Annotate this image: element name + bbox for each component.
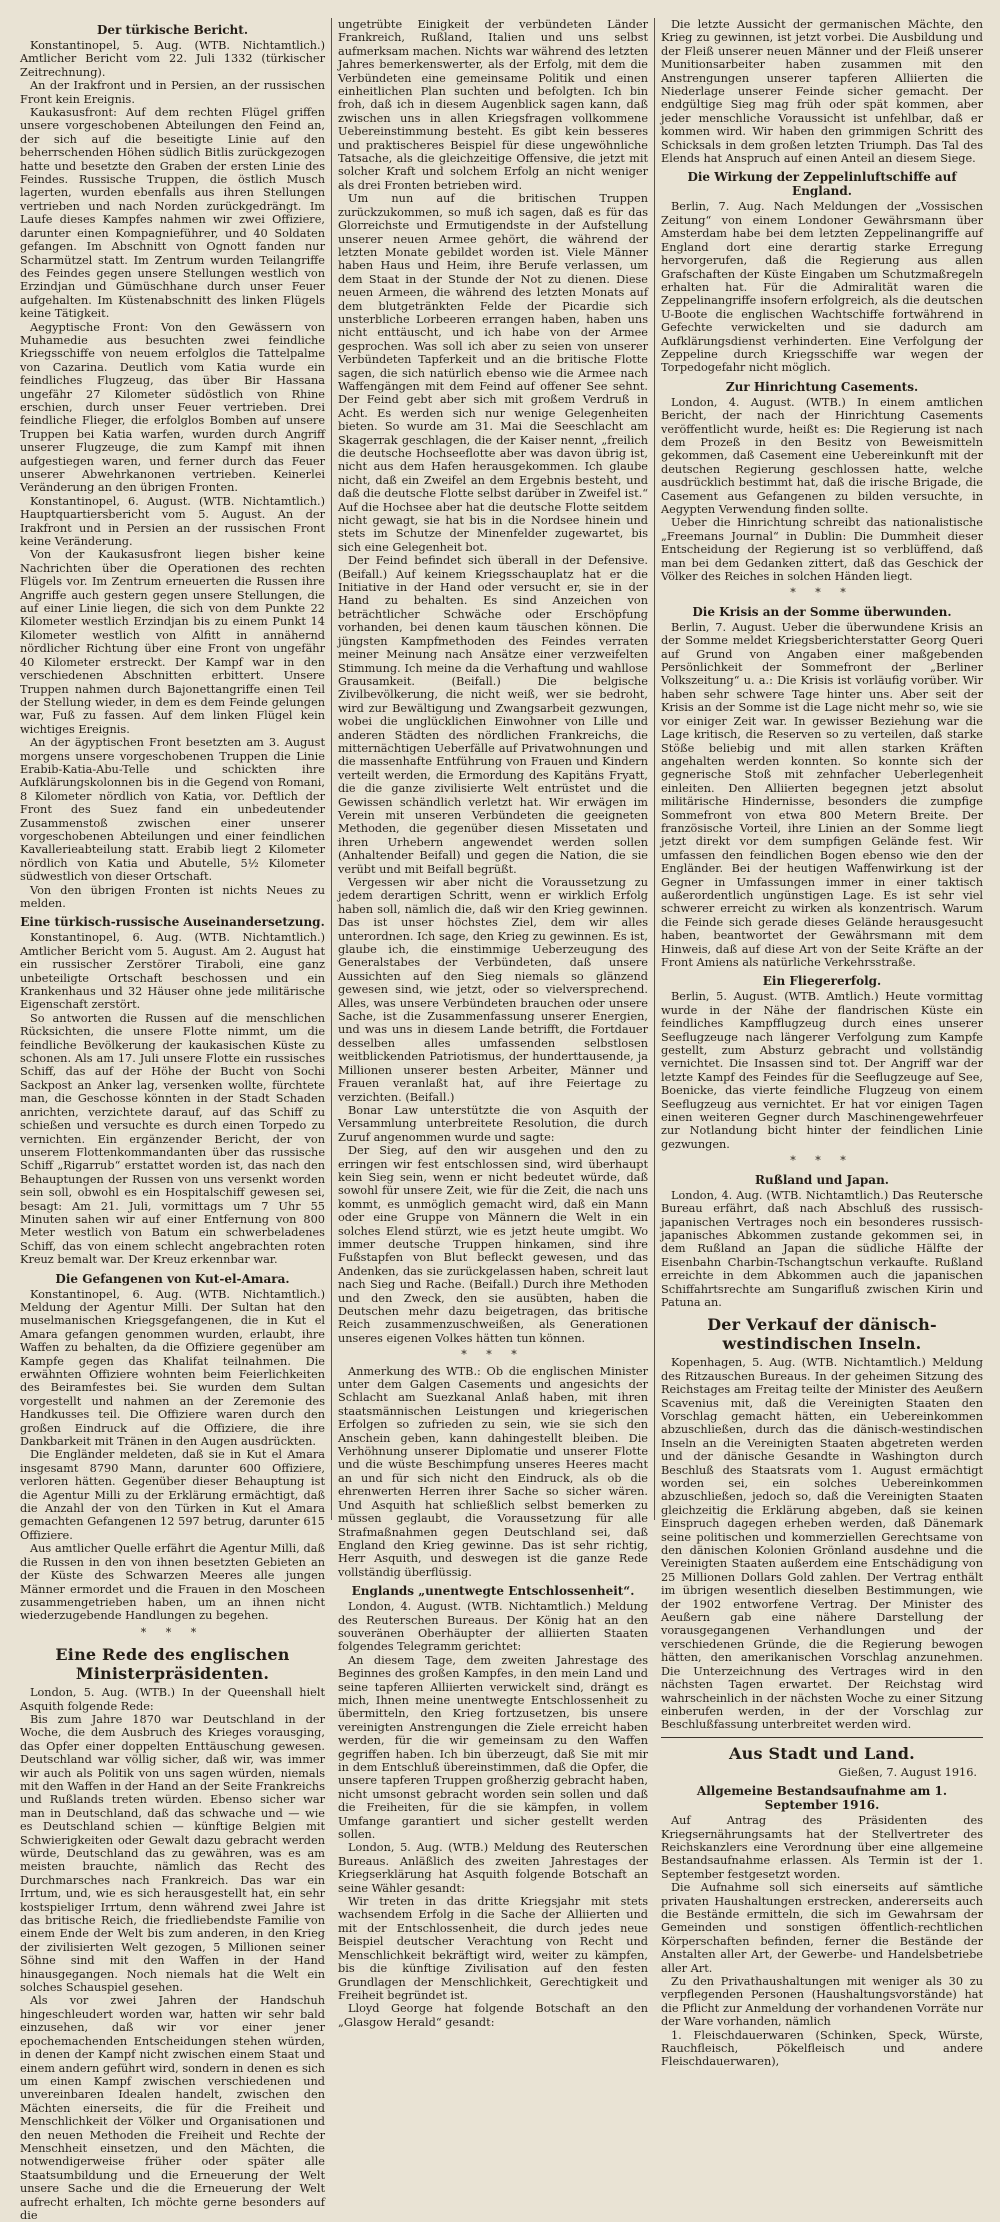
article-paragraph: Der Feind befindet sich überall in der Defensive. (Beifall.) Auf keinem Kriegsschauplatz hat er die Initiative in der Hand oder versucht er, sie in der Hand zu behalten. Es sind Anzeichen von beträchtlicher Schwäche oder Erschöpfung vorhanden, bei denen kaum täuschen können. Die jüngsten Kampfmethoden des Feindes verraten meiner Meinung nach Ansätze einer verzweifelten Stimmung. Ich meine da die Verhaftung und wahllose Grausamkeit. (Beifall.) Die belgische Zivilbevölkerung, die nicht weiß, wer sie bedroht, wird zur Bewältigung und Zwangsarbeit gezwungen, wobei die unglücklichen Einwohner von Lille und anderen Städten des nördlichen Frankreichs, die mitternächtigen Ueberfälle auf Privatwohnungen und die massenhafte Entführung von Frauen und Kindern verteilt werden, die Ermordung des Kapitäns Fryatt, die die ganze zivilisierte Welt entrüstet und die Gewissen schändlich verletzt hat. Wir erwägen im Verein mit unseren Verbündeten die geeigneten Methoden, die gegenüber diesen Missetaten und ihren Urhebern angewendet werden sollen (Anhaltender Beifall) und gegen die Nation, die sie verübt und mit Beifall begrüßt. (338, 554, 648, 876)
article-paragraph: Von der Kaukasusfront liegen bisher keine Nachrichten über die Operationen des rechten Flügels vor. Im Zentrum erneuerten die Russen ihre Angriffe auch gestern gegen unsere Stellungen, die auf einer Linie liegen, die sich von dem Punkte 22 Kilometer westlich Erzindjan bis zu einem Punkt 14 Kilometer westlich von Alfitt in annähernd nördlicher Richtung über eine Front von ungefähr 40 Kilometer erstreckt. Der Kampf war in den verschiedenen Abschnitten erbittert. Unsere Truppen nahmen durch Bajonettangriffe einen Teil der Stellung wieder, in dem es dem Feinde gelungen war, Fuß zu fassen. Auf dem linken Flügel kein wichtiges Ereignis. (20, 548, 325, 736)
article-paragraph: Bis zum Jahre 1870 war Deutschland in der Woche, die dem Ausbruch des Krieges vorausging, das Opfer einer doppelten Enttäuschung gewesen. Deutschland war völlig sicher, daß wir, was immer wir auch als Politik von uns sagen würden, niemals mit den Waffen in der Hand an der Seite Frankreichs und Rußlands treten würden. Ebenso sicher war man in Deutschland, daß das schwache und — wie es Deutschland schien — künftige Belgien mit Schwierigkeiten oder Gewalt dazu gebracht werden würde, Deutschland das zu gewähren, was es am meisten brauchte, nämlich das Recht des Durchmarsches nach Frankreich. Das war ein Irrtum, und, wie es sich herausgestellt hat, ein sehr kostspieliger Irrtum, denn während zwei Jahre ist das britische Reich, die friedliebendste Familie von einem Ende der Welt bis zum anderen, in den Krieg der zivilisierten Welt gezogen, 5 Millionen seiner Söhne sind mit den Waffen in der Hand hinausgegangen. Noch niemals hat die Welt ein solches Schauspiel gesehen. (20, 1712, 325, 1995)
article-paragraph: Um nun auf die britischen Truppen zurückzukommen, so muß ich sagen, daß es für das Glorreichste und Ermutigendste in der Aufstellung unserer neuen Armee gehört, die während der letzten Monate gebildet worden ist. Viele Männer haben Haus und Heim, ihre Berufe verlassen, um dem Staat in der Stunde der Not zu dienen. Diese neuen Armeen, die während des letzten Monats auf dem blutgetränkten Felde der Picardie sich unsterbliche Lorbeeren errangen haben, haben uns nicht enttäuscht, und ich habe von der Armee gesprochen. Was soll ich aber zu seien von unserer Verbündeten Tapferkeit und an die britische Flotte sagen, die sich natürlich ebenso wie die Armee nach Waffengängen mit dem Feind auf offener See sehnt. Der Feind gebt aber sich mit großem Verdruß in Acht. Es werden sich nur wenige Gelegenheiten bieten. So wurde am 31. Mai die Seeschlacht am Skagerrak geschlagen, die der Kaiser nennt, „freilich die deutsche Hochseeflotte aber was davon übrig ist, nicht aus dem Hafen herausgekommen. Ich glaube nicht, daß ein Zweifel an dem Ergebnis besteht, und daß die deutsche Flotte selbst darüber in Zweifel ist.“ Auf die Hochsee aber hat die deutsche Flotte seitdem nicht gewagt, sie hat bis in die Nordsee hinein und stets im Schutze der Minenfelder zugewartet, bis sich eine Gelegenheit bot. (338, 192, 648, 554)
headline: Zur Hinrichtung Casements. (725, 379, 919, 394)
article-paragraph: An der Irakfront und in Persien, an der russischen Front kein Ereignis. (20, 79, 325, 106)
section-title: Aus Stadt und Land. (729, 1743, 915, 1763)
headline: Eine türkisch-russische Auseinandersetzung. (20, 915, 325, 930)
column-1 (20, 18, 325, 2222)
article-paragraph: Konstantinopel, 6. Aug. (WTB. Nichtamtlich.) Meldung der Agentur Milli. Der Sultan hat den muselmanischen Kriegsgefangenen, die in Kut el Amara gefangen genommen wurden, erlaubt, ihre Waffen zu behalten, da die Offiziere gegenüber am Kampfe gegen das Khalifat teilnahmen. Die erwähnten Offiziere wohnten beim Feierlichkeiten des Beiramfestes bei. Sie wurden dem Sultan vorgestellt und nahmen an der Zeremonie des Handkusses teil. Die Offiziere waren durch den großen Eindruck auf die Offiziere, die ihre Dankbarkeit mit Tränen in den Augen ausdrückten. (20, 1287, 325, 1449)
headline-large: Der Verkauf der dänisch-westindischen Inseln. (707, 1315, 937, 1354)
article-paragraph: An der ägyptischen Front besetzten am 3. August morgens unsere vorgeschobenen Truppen die Linie Erabib-Katia-Abu-Telle und schickten ihre Aufklärungskolonnen bis in die Gegend von Romani, 8 Kilometer nördlich von Katia, vor. Deftlich der Front des Suez fand ein unbedeutender Zusammenstoß zwischen einer unserer vorgeschobenen Abteilungen und einer feindlichen Kavallerieabteilung statt. Erabib liegt 2 Kilometer nördlich von Katia und Abutelle, 5½ Kilometer südwestlich von dieser Ortschaft. (20, 736, 325, 884)
article-paragraph: Berlin, 5. August. (WTB. Amtlich.) Heute vormittag wurde in der Nähe der flandrischen Küste ein feindliches Kampfflugzeug durch eines unserer Seeflugzeuge nach längerer Verfolgung zum Kampfe gestellt, zum Absturz gebracht und vollständig vernichtet. Die Insassen sind tot. Der Angriff war der letzte Kampf des Feindes für die Seeflugzeuge auf See, Boenicke, das vierte feindliche Flugzeug von einem Seeflugzeug aus vernichtet. Er hat vor einigen Tagen einen weiteren Gegner durch Maschinengewehrfeuer zur Notlandung bicht hinter der feindlichen Linie gezwungen. (661, 990, 983, 1151)
dateline: Gießen, 7. August 1916. (838, 1765, 977, 1779)
article-paragraph: So antworten die Russen auf die menschlichen Rücksichten, die unsere Flotte nimmt, um die feindliche Bevölkerung der kaukasischen Küste zu schonen. Als am 17. Juli unsere Flotte ein russisches Schiff, das auf der Höhe der Bucht von Sochi Sackpost an Anker lag, versenken wollte, fürchtete man, die Geschosse könnten in der Stadt Schaden anrichten, verzichtete darauf, auf das Schiff zu schießen und versuchte es durch einen Torpedo zu vernichten. Ein ergänzender Bericht, der von unserem Flottenkommandanten über das russische Schiff „Rigarrub“ erstattet worden ist, das nach den Behauptungen der Russen von uns versenkt worden sein soll, obwohl es ein Hospitalschiff gewesen sei, besagt: Am 21. Juli, vormittags um 7 Uhr 55 Minuten sahen wir auf einer Entfernung von 800 Meter westlich von Batum ein schwerbeladenes Schiff, das von einem schlecht angebrachten roten Kreuz bemalt war. Der Kreuz erkennbar war. (20, 1011, 325, 1267)
headline: Die Gefangenen von Kut-el-Amara. (55, 1271, 290, 1286)
column-3 (661, 18, 983, 2069)
article-paragraph: Anmerkung des WTB.: Ob die englischen Minister unter dem Galgen Casements und angesichts der Schlacht am Suezkanal Anlaß haben, mit ihren staatsmännischen Leistungen und kriegerischen Erfolgen so zufrieden zu sein, wie sie sich den Anschein geben, kann dahingestellt bleiben. Die Verhöhnung unserer Diplomatie und unserer Flotte und die wüste Beschimpfung unseres Heeres macht an und für sich nicht den Eindruck, als ob die ehrenwerten Herren ihrer Sache so sicher wären. Und Asquith hat schließlich selbst bemerken zu müssen geglaubt, die Voraussetzung für alle Strafmaßnahmen gegen Deutschland sei, daß England den Krieg gewinne. Das ist sehr richtig, Herr Asquith, und deswegen ist die ganze Rede vollständig überflüssig. (338, 1364, 648, 1579)
column-rule (331, 18, 332, 1520)
column-rule (654, 18, 655, 1520)
separator: * * * (461, 1348, 525, 1362)
article-paragraph: Von den übrigen Fronten ist nichts Neues zu melden. (20, 883, 325, 910)
headline: Rußland und Japan. (755, 1172, 889, 1187)
headline: Die Krisis an der Somme überwunden. (692, 604, 952, 619)
headline: Ein Fliegererfolg. (762, 974, 882, 989)
article-paragraph: London, 4. Aug. (WTB. Nichtamtlich.) Das Reutersche Bureau erfährt, daß nach Abschluß des russisch-japanischen Vertrages noch ein besonderes russisch-japanisches Abkommen zustande gekommen sei, in dem Rußland an Japan die südliche Hälfte der Eisenbahn Charbin-Tschangtschun verkaufte. Rußland erreichte in dem Abkommen auch die japanischen Schiffahrtsrechte am Sungarifluß zwischen Kirin und Patuna an. (661, 1188, 983, 1309)
article-paragraph: London, 4. August. (WTB.) In einem amtlichen Bericht, der nach der Hinrichtung Casements veröffentlicht wurde, heißt es: Die Regierung ist nach dem Prozeß in den Besitz von Beweismitteln gekommen, daß Casement eine Uebereinkunft mit der deutschen Regierung geschlossen hatte, welche ausdrücklich bestimmt hat, daß die irische Brigade, die Casement aus Gefangenen zu bilden versuchte, in Aegypten Verwendung finden sollte. (661, 395, 983, 516)
headline: Die Wirkung der Zeppelinluftschiffe auf England. (687, 170, 957, 199)
article-paragraph: Berlin, 7. Aug. Nach Meldungen der „Vossischen Zeitung“ von einem Londoner Gewährsmann über Amsterdam habe bei dem letzten Zeppelinangriffe auf England dort eine derartig starke Erregung hervorgerufen, daß die Regierung aus allen Grafschaften der Küste Eingaben um Schutzmaßregeln erhalten hat. Für die Admiralität waren die Zeppelinangriffe insofern erfolgreich, als die deutschen U-Boote die englischen Wachtschiffe fortwährend in Gefechte verwickelten und sie dadurch am Aufklärungsdienst verhinderten. Eine Verfolgung der Zeppeline durch Kriegsschiffe war wegen der Torpedogefahr nicht möglich. (661, 200, 983, 375)
article-paragraph: 1. Fleischdauerwaren (Schinken, Speck, Würste, Rauchfleisch, Pökelfleisch und andere Fleischdauerwaren), (661, 2028, 983, 2069)
article-paragraph: Wir treten in das dritte Kriegsjahr mit stets wachsendem Erfolg in die Sache der Alliierten und mit der Entschlossenheit, die durch jedes neue Beispiel deutscher Verachtung von Recht und Menschlichkeit bekräftigt wird, weiter zu kämpfen, bis die künftige Zivilisation auf den festen Grundlagen der Menschlichkeit, Gerechtigkeit und Freiheit begründet ist. (338, 1895, 648, 2002)
article-paragraph: London, 4. August. (WTB. Nichtamtlich.) Meldung des Reuterschen Bureaus. Der König hat an den souveränen Oberhäupter der alliierten Staaten folgendes Telegramm gerichtet: (338, 1600, 648, 1654)
article-paragraph: London, 5. Aug. (WTB.) In der Queenshall hielt Asquith folgende Rede: (20, 1686, 325, 1713)
article-paragraph: London, 5. Aug. (WTB.) Meldung des Reuterschen Bureaus. Anläßlich des zweiten Jahrestages der Kriegserklärung hat Asquith folgende Botschaft an seine Wähler gesandt: (338, 1841, 648, 1895)
article-paragraph: Berlin, 7. August. Ueber die überwundene Krisis an der Somme meldet Kriegsberichterstatter Georg Queri auf Grund von Angaben einer maßgebenden Persönlichkeit der Sommefront der „Berliner Volkszeitung“ u. a.: Die Krisis ist vorläufig vorüber. Wir haben sehr schwere Tage hinter uns. Aber seit der Krisis an der Somme ist die Lage nicht mehr so, wie sie vor einiger Zeit war. In gewisser Beziehung war die Lage kritisch, die Reserven so zu verteilen, daß starke Stöße beliebig und mit allen starken Kräften angehalten werden konnten. So konnte sich der gegnerische Stoß mit zehnfacher Ueberlegenheit einleiten. Den Alliierten begegnen jetzt absolut militärische Hindernisse, besonders die zumpfige Sommefront von etwa 800 Metern Breite. Der französische Vorteil, ihre Linien an der Somme liegt jetzt direkt vor dem sumpfigen Gelände fest. Wir umfassen den feindlichen Bogen ebenso wie den der Engländer. Bei der heutigen Waffenwirkung ist der Gegner in Umfassungen immer in einer taktisch außerordentlich ungünstigen Lage. Es ist sehr viel schwerer erreicht zu wirken als konzentrisch. Warum die Feinde sich gerade dieses Gelände herausgesucht haben, beantwortet der Gewährsmann mit dem Hinweis, daß auf diese Art von der Seite Kräfte an der Front Amiens als natürliche Verkehrsstraße. (661, 620, 983, 969)
article-paragraph: Die Aufnahme soll sich einerseits auf sämtliche privaten Haushaltungen erstrecken, andererseits auch die Bestände ermitteln, die sich im Gewahrsam der Gemeinden und sonstigen öffentlich-rechtlichen Körperschaften befinden, ferner die Bestände der Anstalten aller Art, der Gewerbe- und Handelsbetriebe aller Art. (661, 1881, 983, 1975)
article-paragraph: Kaukasusfront: Auf dem rechten Flügel griffen unsere vorgeschobenen Abteilungen den Feind an, der sich auf die beseitigte Linie auf den beherrschenden Höhen südlich Bitlis zurückgezogen hatte und besetzte den Graben der ersten Linie des Feindes. Russische Truppen, die östlich Musch lagerten, wurden ebenfalls aus ihren Stellungen vertrieben und nach Norden zurückgedrängt. Im Laufe dieses Kampfes nahmen wir zwei Offiziere, darunter einen Kompagnieführer, und 40 Soldaten gefangen. Im Abschnitt von Ognott fanden nur Scharmützel statt. Im Zentrum wurden Teilangriffe des Feindes gegen unsere Stellungen westlich von Erzindjan und Gümüschhane durch unser Feuer aufgehalten. Im Küstenabschnitt des linken Flügels keine Tätigkeit. (20, 106, 325, 321)
article-paragraph: Als vor zwei Jahren der Handschuh hingeschleudert worden war, hatten wir sehr bald einzusehen, daß wir vor einer jener epochemachenden Entscheidungen stehen würden, in denen der Kampf nicht zwischen einem Staat und einem andern geführt wird, sondern in denen es sich um einen Kampf zwischen verschiedenen und unvereinbaren Idealen handelt, zwischen den Mächten einerseits, die für die Freiheit und Menschlichkeit der Völker und Organisationen und den neuen Methoden die Freiheit und Rechte der Menschheit einsetzen, und den Mächten, die notwendigerweise früher oder später alle Staatsumbildung und die Erneuerung der Welt unsere Sache und die die Erneuerung der Welt aufrecht erhalten, Ich möchte gerne besonders auf die (20, 1994, 325, 2222)
article-paragraph: Ueber die Hinrichtung schreibt das nationalistische „Freemans Journal“ in Dublin: Die Dummheit dieser Entscheidung der Regierung ist so verblüffend, daß man bei dem Gedanken zittert, daß das Geschick der Völker des Reiches in solchen Händen liegt. (661, 516, 983, 584)
headline: Allgemeine Bestandsaufnahme am 1. September 1916. (696, 1784, 948, 1813)
article-paragraph: Die letzte Aussicht der germanischen Mächte, den Krieg zu gewinnen, ist jetzt vorbei. Die Ausbildung und der Fleiß unserer neuen Männer und der Fleiß unserer Munitionsarbeiter haben zusammen mit den Anstrengungen unserer tapferen Alliierten die Niederlage unserer Feinde sicher gemacht. Der endgültige Sieg mag früh oder spät kommen, aber jeder menschliche Voraussicht ist unfehlbar, daß er kommen wird. Wir haben den grimmigen Schritt des Schicksals in dem großen letzten Triumph. Das Tal des Elends hat Anspruch auf einen Anteil an diesem Siege. (661, 18, 983, 166)
article-paragraph: Der Sieg, auf den wir ausgehen und den zu erringen wir fest entschlossen sind, wird überhaupt kein Sieg sein, wenn er nicht bedeutet würde, daß sowohl für unsere Zeit, wie für die Zeit, die nach uns kommt, es unmöglich gemacht wird, daß ein Mann oder eine Gruppe von Männern die Welt in ein solches Elend stürzt, wie es jetzt heute umgibt. Wo immer deutsche Truppen hinkamen, sind ihre Fußstapfen von Blut befleckt gewesen, und das Andenken, das sie zurückgelassen haben, schreit laut nach Sieg und Rache. (Beifall.) Durch ihre Methoden und den Zweck, den sie ausübten, haben die Deutschen mehr dazu beigetragen, das britische Reich zusammenzuschweißen, als Generationen unseres eigenen Volkes hätten tun können. (338, 1144, 648, 1345)
article-paragraph: An diesem Tage, dem zweiten Jahrestage des Beginnes des großen Kampfes, in den mein Land und seine tapferen Alliierten verwickelt sind, drängt es mich, Ihnen meine unentwegte Entschlossenheit zu übermitteln, den Krieg fortzusetzen, bis unsere vereinigten Anstrengungen die Ziele erreicht haben werden, für die wir gemeinsam zu den Waffen gegriffen haben. Ich bin überzeugt, daß Sie mit mir in dem Entschluß übereinstimmen, daß die Opfer, die unsere tapferen Truppen großherzig gebracht haben, nicht umsonst gebracht worden sein sollen und daß die Freiheiten, für die sie kämpfen, in vollem Umfange garantiert und sicher gestellt werden sollen. (338, 1653, 648, 1842)
section-divider (661, 1737, 983, 1738)
separator: * * * (790, 1154, 854, 1168)
separator: * * * (140, 1625, 205, 1639)
article-paragraph: Kopenhagen, 5. Aug. (WTB. Nichtamtlich.) Meldung des Ritzauschen Bureaus. In der geheimen Sitzung des Reichstages am Freitag teilte der Minister des Aeußern Scavenius mit, daß die Vereinigten Staaten den Vorschlag gemacht hätten, ein Uebereinkommen abzuschließen, durch das die dänisch-westindischen Inseln an die Vereinigten Staaten abgetreten werden und der dänische Gesandte in Washington durch Beschluß des Staatsrats vom 1. August ermächtigt worden sei, ein solches Uebereinkommen abzuschließen, jedoch so, daß die Vereinigten Staaten gleichzeitig die Erklärung abgeben, daß sie keinen Einspruch dagegen erheben werden, daß Dänemark seine politischen und kommerziellen Gerechtsame von den dänischen Kolonien Grönland ausdehne und die Vereinigten Staaten außerdem eine Entschädigung von 25 Millionen Dollars Gold zahlen. Der Vertrag enthält im übrigen wesentlich dieselben Bestimmungen, wie der 1902 entworfene Vertrag. Der Minister des Aeußern gab eine nähere Darstellung der vorausgegangenen Verhandlungen und der verschiedenen Gründe, die die Regierung bewogen hätten, den amerikanischen Vorschlag anzunehmen. Die Unterzeichnung des Vertrages wird in den nächsten Tagen erwartet. Der Reichstag wird wahrscheinlich in der nächsten Woche zu einer Sitzung einberufen werden, in der der Vorschlag zur Beschlußfassung unterbreitet werden wird. (661, 1356, 983, 1732)
article-paragraph: Aegyptische Front: Von den Gewässern von Muhamedie aus besuchten zwei feindliche Kriegsschiffe von neuem erfolglos die Tattelpalme von Cazarina. Deutlich vom Katia wurde ein feindliches Flugzeug, das über Bir Hassana ungefähr 27 Kilometer südöstlich von Rhine erschien, durch unser Feuer vertrieben. Drei feindliche Flieger, die erfolglos Bomben auf unsere Truppen bei Katia warfen, wurden durch Angriff unserer Flugzeuge, die zum Kampf mit ihnen aufgestiegen waren, und ferner durch das Feuer unserer Abwehrkanonen vertrieben. Keinerlei Veränderung an den übrigen Fronten. (20, 320, 325, 495)
article-paragraph: Konstantinopel, 5. Aug. (WTB. Nichtamtlich.) Amtlicher Bericht vom 22. Juli 1332 (türkischer Zeitrechnung). (20, 39, 325, 79)
article-paragraph: Konstantinopel, 6. August. (WTB. Nichtamtlich.) Hauptquartiersbericht vom 5. August. An der Irakfront und in Persien an der russischen Front keine Veränderung. (20, 494, 325, 549)
separator: * * * (790, 586, 854, 600)
column-2 (338, 18, 648, 2029)
article-paragraph: Konstantinopel, 6. Aug. (WTB. Nichtamtlich.) Amtlicher Bericht vom 5. August. Am 2. August hat ein russischer Zerstörer Tiraboli, eine ganz unbeteiligte Ortschaft beschossen und ein Krankenhaus und 32 Häuser ohne jede militärische Eigenschaft zerstört. (20, 931, 325, 1012)
article-paragraph: Die Engländer meldeten, daß sie in Kut el Amara insgesamt 8790 Mann, darunter 600 Offiziere, verloren hätten. Gegenüber dieser Behauptung ist die Agentur Milli zu der Erklärung ermächtigt, daß die Anzahl der von den Türken in Kut el Amara gemachten Gefangenen 12 597 betrug, darunter 615 Offiziere. (20, 1448, 325, 1542)
headline: Der türkische Bericht. (96, 23, 248, 37)
headline: Englands „unentwegte Entschlossenheit“. (351, 1584, 635, 1599)
headline-large: Eine Rede des englischen Ministerpräsidenten. (55, 1645, 290, 1684)
article-paragraph: ungetrübte Einigkeit der verbündeten Länder Frankreich, Rußland, Italien und uns selbst aufmerksam machen. Nichts war während des letzten Jahres bemerkenswerter, als der Erfolg, mit dem die Verbündeten eine gemeinsame Politik und einen einheitlichen Plan suchten und befolgten. Ich bin froh, daß ich in diesem Augenblick sagen kann, daß zwischen uns in allen Kriegsfragen vollkommene Uebereinstimmung besteht. Es gibt kein besseres und praktischeres Beispiel für diese ungewöhnliche Tatsache, als die gleichzeitige Offensive, die jetzt mit solcher Kraft und solchem Erfolg an nicht weniger als drei Fronten betrieben wird. (338, 18, 648, 192)
article-paragraph: Bonar Law unterstützte die von Asquith der Versammlung unterbreitete Resolution, die durch Zuruf angenommen wurde und sagte: (338, 1103, 648, 1144)
article-paragraph: Zu den Privathaushaltungen mit weniger als 30 zu verpflegenden Personen (Haushaltungsvorstände) hat die Pflicht zur Anmeldung der vorhandenen Vorräte nur der Ware vorhanden, nämlich (661, 1975, 983, 2029)
article-paragraph: Lloyd George hat folgende Botschaft an den „Glasgow Herald“ gesandt: (338, 2002, 648, 2029)
article-paragraph: Auf Antrag des Präsidenten des Kriegsernährungsamts hat der Stellvertreter des Reichskanzlers eine Verordnung über eine allgemeine Bestandsaufnahme erlassen. Als Termin ist der 1. September festgesetzt worden. (661, 1814, 983, 1881)
article-paragraph: Aus amtlicher Quelle erfährt die Agentur Milli, daß die Russen in den von ihnen besetzten Gebieten an der Küste des Schwarzen Meeres alle jungen Männer ermordet und die Frauen in den Moscheen zusammengetrieben haben, um an ihnen nicht wiederzugebende Handlungen zu begehen. (20, 1542, 325, 1623)
article-paragraph: Vergessen wir aber nicht die Voraussetzung zu jedem derartigen Schritt, wenn er wirklich Erfolg haben soll, nämlich die, daß wir den Krieg gewinnen. Das ist unser höchstes Ziel, dem wir alles unterordnen. Ich sage, den Krieg zu gewinnen. Es ist, glaube ich, die einstimmige Ueberzeugung des Generalstabes der Verbündeten, daß unsere Aussichten auf den Sieg niemals so glänzend gewesen sind, wie jetzt, oder so vielversprechend. Alles, was unsere Verbündeten brauchen oder unsere Sache, ist die Zusammenfassung unserer Energien, und was uns in diesem Lande betrifft, die Fortdauer desselben alles umfassenden selbstlosen weitblickenden Patriotismus, der hunderttausende, ja Millionen unserer besten Arbeiter, Männer und Frauen veranlaßt hat, auf ihre Feiertage zu verzichten. (Beifall.) (338, 876, 648, 1104)
